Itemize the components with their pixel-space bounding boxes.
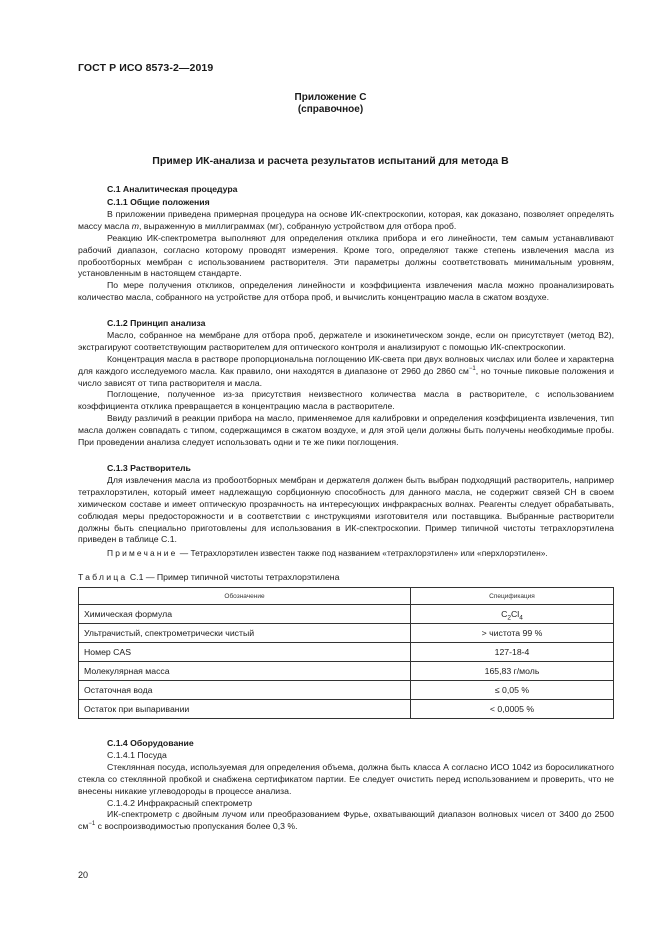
section-c12-heading: С.1.2 Принцип анализа bbox=[107, 318, 206, 328]
table-row bbox=[79, 700, 614, 719]
text-run: В приложении приведена примерная процедура на основе ИК-спектроскопии, которая, как доказано, позволяет определять массу масла bbox=[78, 208, 614, 231]
section-c11 bbox=[78, 197, 614, 304]
formula-part: C bbox=[501, 609, 508, 619]
table-cell-value: 165,83 г/моль bbox=[411, 662, 614, 681]
table-row bbox=[79, 643, 614, 662]
section-c11-heading: С.1.1 Общие положения bbox=[107, 197, 210, 207]
paragraph: Реакцию ИК-спектрометра выполняют для определения отклика прибора и его линейности, тем самым устанавливают рабочий диапазон, согласно которому проводят измерения. Кроме того, определяют также степень извлечения масла из пробоотборных мембран с использованием растворителя. Эти параметры должны соответствовать минимальным уровням, установленным в настоящем стандарте. bbox=[78, 232, 614, 279]
section-c14-heading: С.1.4 Оборудование bbox=[107, 738, 194, 748]
standard-header: ГОСТ Р ИСО 8573-2—2019 bbox=[78, 62, 214, 74]
table-cell-name: Химическая формула bbox=[79, 605, 411, 624]
table-cell-name: Номер CAS bbox=[79, 643, 411, 662]
superscript: −1 bbox=[88, 821, 96, 828]
table-row bbox=[79, 662, 614, 681]
table-cell-name: Молекулярная масса bbox=[79, 662, 411, 681]
paragraph: Для извлечения масла из пробоотборных мембран и держателя должен быть выбран подходящий растворитель, например тетрахлорэтилен, который имеет надлежащую сорбционную способность для данного масла, не содержит связей CH в своем химическом составе и имеет оптическую прозрачность на интересующих инфракрасных волнах. Реагенты следует обрабатывать, соблюдая меры предосторожности и в соответствии с инструкциями изготовителя или поставщика. Выбранные растворители должны быть специально приготовлены для использования в ИК-спектроскопии. Пример типичной чистоты тетрахлорэтилена приведен в таблице С.1. bbox=[78, 474, 614, 545]
table-cell-value: ≤ 0,05 % bbox=[411, 681, 614, 700]
document-title: Пример ИК-анализа и расчета результатов испытаний для метода В bbox=[152, 155, 509, 167]
section-c12 bbox=[78, 318, 614, 449]
section-c13-heading: С.1.3 Растворитель bbox=[107, 463, 191, 473]
table-cell-value: 127-18-4 bbox=[411, 643, 614, 662]
superscript: −1 bbox=[468, 365, 476, 372]
column-header: Спецификация bbox=[411, 588, 614, 605]
subsection-c142-heading: С.1.4.2 Инфракрасный спектрометр bbox=[107, 797, 253, 808]
appendix-title: Приложение С bbox=[294, 92, 367, 103]
appendix-block bbox=[0, 92, 661, 116]
table-row bbox=[79, 681, 614, 700]
table-caption-text: С.1 — Пример типичной чистоты тетрахлорэтилена bbox=[127, 572, 340, 582]
paragraph: По мере получения откликов, определения линейности и коэффициента извлечения масла можно проанализировать количество масла, собранного на устройстве для отбора проб, и вычислить концентрацию масла в сжатом воздухе. bbox=[78, 280, 614, 303]
note-text: — Тетрахлорэтилен известен также под названием «тетрахлорэтилен» или «перхлорэтилен». bbox=[177, 548, 548, 558]
column-header: Обозначение bbox=[79, 588, 411, 605]
note-label: Примечание bbox=[107, 548, 178, 558]
formula-subscript: 4 bbox=[519, 614, 523, 622]
formula-subscript: 2 bbox=[507, 614, 512, 622]
table-cell-name: Ультрачистый, спектрометрически чистый bbox=[79, 624, 411, 643]
paragraph: Стеклянная посуда, используемая для определения объема, должна быть класса А согласно ИСО 1042 из боросиликатного стекла со стеклянной пробкой и снабжена сертификатом партии. Ее следует очистить перед использованием и проверить, что не внесены никакие углеводороды в процессе анализа. bbox=[78, 761, 614, 796]
table-row bbox=[79, 624, 614, 643]
symbol-m: m bbox=[131, 220, 139, 231]
table-caption-label: Таблица bbox=[78, 572, 128, 582]
table-cell-name: Остаток при выпаривании bbox=[79, 700, 411, 719]
paragraph bbox=[78, 809, 614, 833]
paragraph: Масло, собранное на мембране для отбора проб, держателе и изокинетическом зонде, если он присутствует (метод В2), экстрагируют соответствующим растворителем для оптического контроля и анализируют с помощью ИК-спектроскопии. bbox=[78, 329, 614, 352]
appendix-subtitle: (справочное) bbox=[297, 104, 364, 115]
table-cell-name: Остаточная вода bbox=[79, 681, 411, 700]
table-cell-value: < 0,0005 % bbox=[411, 700, 614, 719]
table-cell-value bbox=[411, 605, 614, 624]
table-caption bbox=[78, 572, 339, 582]
text-run: Концентрация масла в растворе пропорциональна поглощению ИК-света при двух волновых числах или более и характерна для каждого исследуемого масла. Как правило, они находятся в диапазоне от 2960 до 2860 см bbox=[78, 353, 614, 376]
paragraph bbox=[78, 209, 614, 233]
purity-table bbox=[78, 587, 614, 719]
text-run: , но точные пиковые положения и число зависят от типа растворителя и масла. bbox=[78, 365, 614, 388]
formula-part: Cl bbox=[511, 609, 520, 619]
table-header-row bbox=[79, 588, 614, 605]
text-run: , выраженную в миллиграммах (мг), собранную устройством для отбора проб. bbox=[138, 220, 457, 231]
section-c13 bbox=[78, 463, 614, 546]
table-row bbox=[79, 605, 614, 624]
subsection-c141-heading: С.1.4.1 Посуда bbox=[107, 749, 167, 760]
text-run: ИК-спектрометр с двойным лучом или преобразованием Фурье, охватывающий диапазон волновых чисел от 3400 до 2500 см bbox=[78, 809, 614, 832]
note bbox=[107, 548, 619, 558]
page-number: 20 bbox=[78, 870, 89, 880]
paragraph bbox=[78, 354, 614, 390]
section-c14 bbox=[78, 738, 614, 833]
section-c1-heading: С.1 Аналитическая процедура bbox=[107, 184, 238, 194]
paragraph: Поглощение, полученное из-за присутствия неизвестного количества масла в растворителе, с использованием коэффициента отклика превращается в концентрацию масла в растворителе. bbox=[78, 389, 614, 412]
text-run: с воспроизводимостью пропускания более 0,3 %. bbox=[95, 821, 298, 832]
paragraph: Ввиду различий в реакции прибора на масло, применяемое для калибровки и определения коэффициента извлечения, тип масла должен совпадать с типом, содержащимся в сжатом воздухе, и для этой цели должны быть получены необходимые пробы. При проведении анализа следует использовать одни и те же пики поглощения. bbox=[78, 413, 614, 448]
table-cell-value: > чистота 99 % bbox=[411, 624, 614, 643]
